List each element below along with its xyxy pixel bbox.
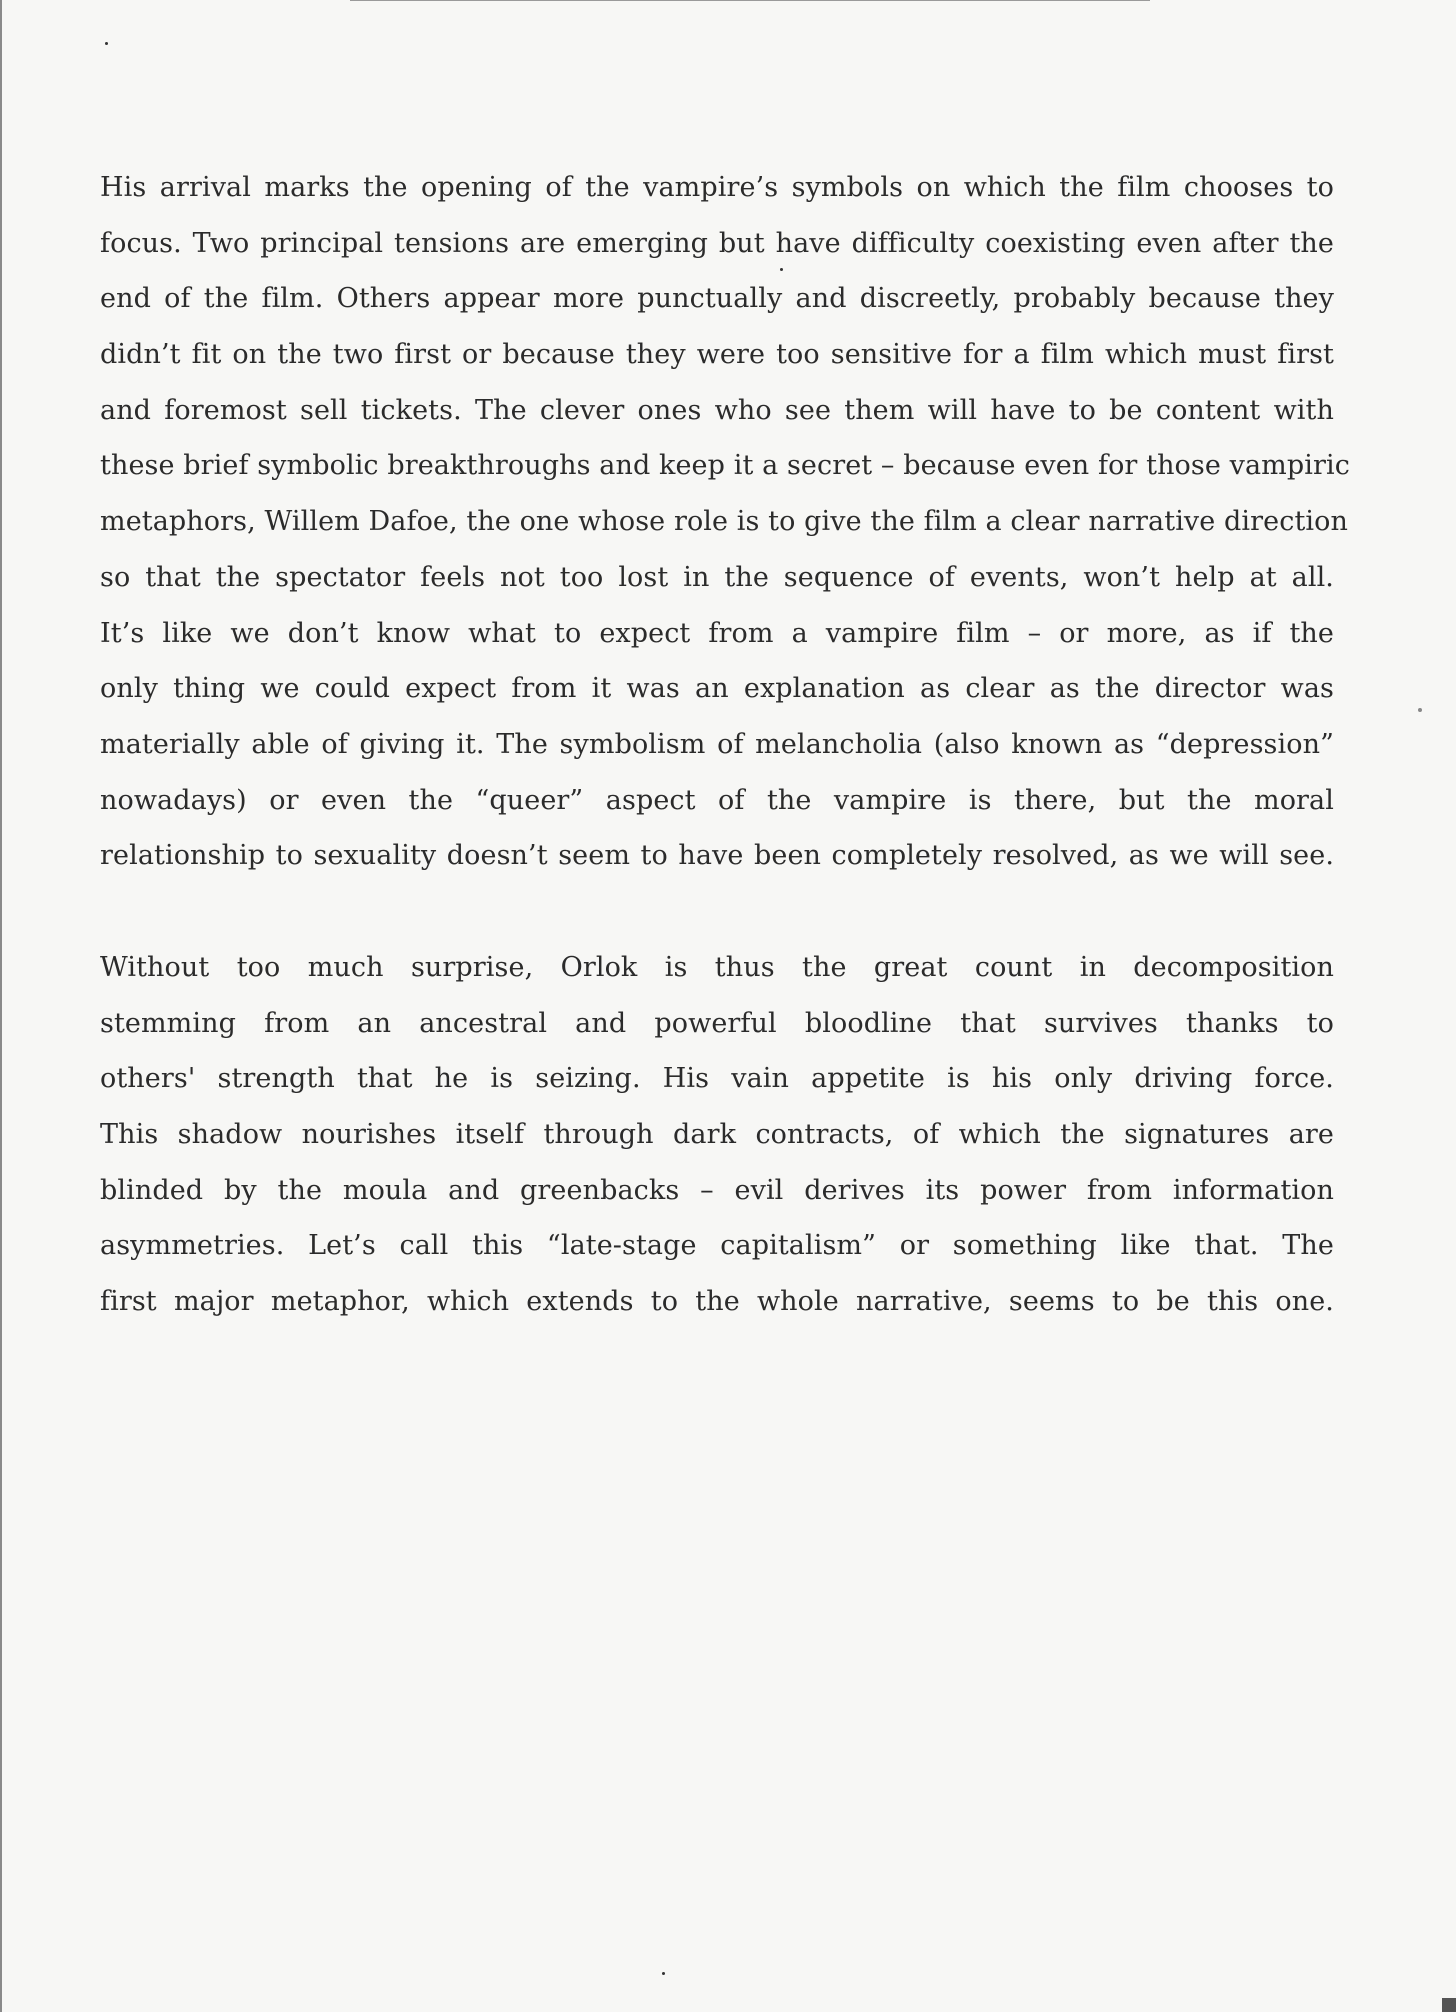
- text-line: stemming from an ancestral and powerful bloodline that survives thanks to: [100, 1007, 1334, 1039]
- text-line: nowadays) or even the “queer” aspect of the vampire is there, but the moral: [100, 784, 1334, 816]
- scan-speck: [105, 42, 108, 45]
- text-line: first major metaphor, which extends to the whole narrative, seems to be this one.: [100, 1286, 1334, 1318]
- text-line: others' strength that he is seizing. His vain appetite is his only driving force.: [100, 1063, 1334, 1095]
- page-top-edge: [350, 0, 1150, 1]
- page-left-edge: [0, 0, 2, 2012]
- text-line: only thing we could expect from it was an explanation as clear as the director was: [100, 673, 1334, 705]
- text-line: blinded by the moula and greenbacks – evil derives its power from information: [100, 1174, 1334, 1206]
- text-line: relationship to sexuality doesn’t seem to have been completely resolved, as we will see.: [100, 840, 1334, 872]
- text-line: these brief symbolic breakthroughs and keep it a secret – because even for those vampiric: [100, 450, 1350, 482]
- text-line: didn’t fit on the two first or because they were too sensitive for a film which must first: [100, 339, 1334, 371]
- scan-speck: [1418, 708, 1422, 712]
- text-line: end of the film. Others appear more punctually and discreetly, probably because they: [100, 283, 1334, 315]
- text-line: metaphors, Willem Dafoe, the one whose role is to give the film a clear narrative direction: [100, 506, 1349, 538]
- text-line: This shadow nourishes itself through dark contracts, of which the signatures are: [100, 1119, 1334, 1151]
- scan-corner-mark: [1442, 1998, 1456, 2012]
- body-paragraph: [100, 940, 1334, 1330]
- text-line: and foremost sell tickets. The clever ones who see them will have to be content with: [100, 394, 1334, 426]
- text-line: asymmetries. Let’s call this “late-stage capitalism” or something like that. The: [100, 1230, 1334, 1262]
- text-line: focus. Two principal tensions are emerging but have difficulty coexisting even after the: [100, 227, 1334, 259]
- text-line: Without too much surprise, Orlok is thus the great count in decomposition: [100, 952, 1334, 983]
- text-line: His arrival marks the opening of the vampire’s symbols on which the film chooses to: [100, 172, 1334, 203]
- body-paragraph: [100, 160, 1350, 884]
- text-line: so that the spectator feels not too lost in the sequence of events, won’t help at all.: [100, 561, 1334, 593]
- scan-speck: [662, 1972, 665, 1975]
- text-line: materially able of giving it. The symbolism of melancholia (also known as “depression”: [100, 728, 1334, 760]
- text-line: It’s like we don’t know what to expect from a vampire film – or more, as if the: [100, 617, 1334, 649]
